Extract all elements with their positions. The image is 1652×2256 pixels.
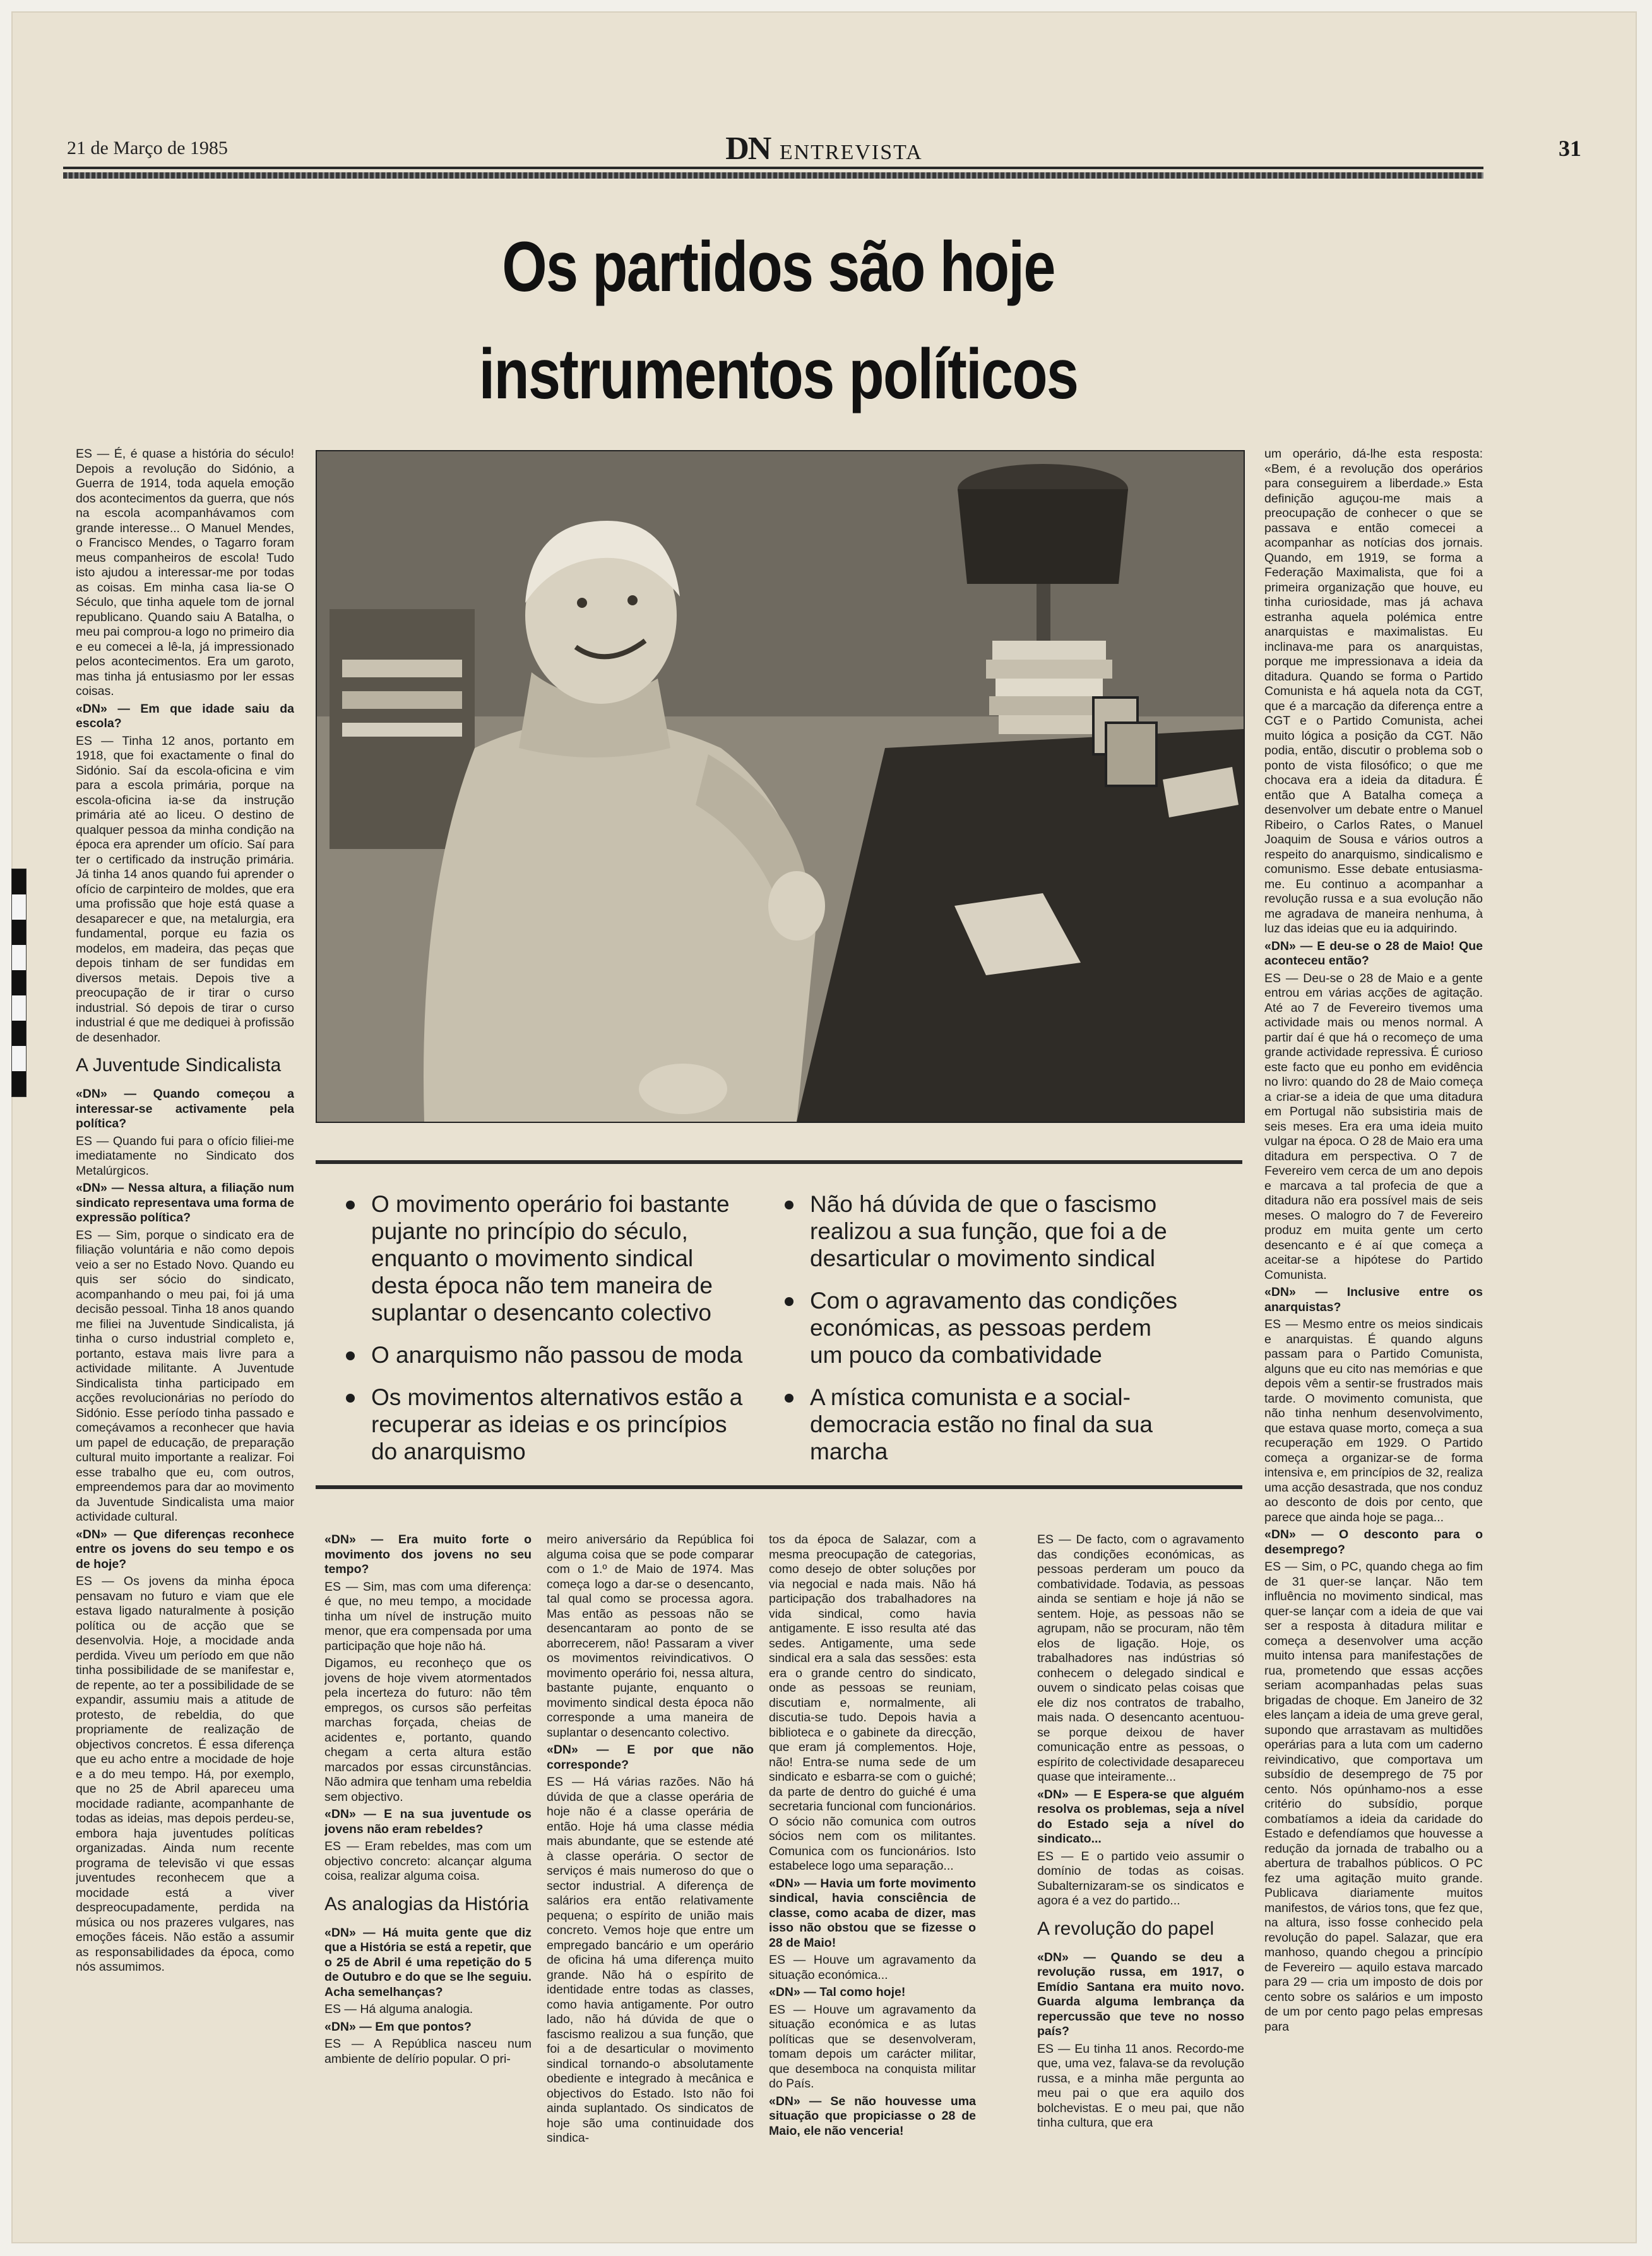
paragraph: ES — É, é quase a história do século! Depois a revolução do Sidónio, a Guerra de 1914, toda aquela emoção dos acontecimentos da guerra, que nós na escola acompanhávamos com grande interesse... O Manuel Mendes, o Francisco Mendes, o Tagarro foram meus companheiros de escola! Tudo isto ajudou a interessar-me por todas as coisas. Em minha casa lia-se O Século, que tinha aquele tom de jornal republicano. Quando saiu A Batalha, o meu pai comprou-a logo no primeiro dia e eu comecei a lê-la, já impressionado pelos acontecimentos. Era um garoto, mas tinha já entusiasmo por ler essas coisas. xyxy=(76,447,294,698)
paragraph: ES — Eram rebeldes, mas com um objectivo concreto: alcançar alguma coisa, realizar alguma coisa. xyxy=(324,1839,532,1883)
paragraph: ES — Quando fui para o ofício filiei-me imediatamente no Sindicato dos Metalúrgicos. xyxy=(76,1134,294,1178)
paragraph: ES — Deu-se o 28 de Maio e a gente entrou em várias acções de agitação. Até ao 7 de Fevereiro tivemos uma actividade mais ou menos normal. A partir daí é que há o recomeço de uma grande actividade repressiva. É curioso este facto que eu ponho em evidência no livro: quando do 28 de Maio começa a criar-se a ideia de que uma ditadura em Portugal não subsistiria mais de seis meses. Era era uma ideia muito vulgar na época. O 28 de Maio era uma ditadura em perspectiva. O 7 de Fevereiro vem cerca de um ano depois e marcava a tal profecia de que a ditadura não era possível mais de seis meses. O malogro do 7 de Fevereiro produz em muita gente um certo desencanto e é aí que começa a aceitar-se a hipótese do Partido Comunista. xyxy=(1264,971,1483,1282)
pullquote xyxy=(346,1341,750,1368)
pullquotes-left xyxy=(346,1190,750,1480)
column-left xyxy=(76,447,294,2164)
paragraph: ES — Há várias razões. Não há dúvida de que a classe operária de hoje não é a classe operária de então. Hoje há uma classe média mais abundante, que se estende até à classe operária. O sector de serviços é mais numeroso do que o sector industrial. A diferença de salários era então relativamente pequena; o espírito de união mais concreto. Vemos hoje que entre um empregado bancário e um operário de oficina há uma diferença muito grande. Não há o espírito de identidade entre todas as classes, como havia antigamente. Por outro lado, não há dúvida de que o fascismo realizou a sua função, que foi a de desarticular o movimento sindical tornando-o absolutamente obediente e integrado à mecânica e objectivos do Estado. Isto não foi ainda suplantado. Os sindicatos de hoje são uma continuidade dos sindica- xyxy=(547,1775,754,2145)
pullquote xyxy=(785,1384,1189,1465)
section-title: ENTREVISTA xyxy=(779,141,923,164)
question: «DN» — Inclusive entre os anarquistas? xyxy=(1264,1285,1483,1314)
paragraph: ES — Há alguma analogia. xyxy=(324,2002,473,2016)
paragraph: meiro aniversário da República foi alguma coisa que se pode comparar com o 1.º de Maio de 1974. Mas começa logo a dar-se o desencanto, tal qual como se processa agora. Mas então as pessoas não se desencantaram ao ponto de se aborrecerem, não! Passaram a viver os movimentos reivindicativos. O movimento operário foi, nessa altura, bastante pujante, enquanto o movimento sindical desta época não corresponde a uma maneira de suplantar o desencanto colectivo. xyxy=(547,1533,754,1740)
question: «DN» — Se não houvesse uma situação que propiciasse o 28 de Maio, ele não venceria! xyxy=(769,2094,976,2138)
column-bottom-4 xyxy=(1037,1533,1244,2164)
paragraph: ES — E o partido veio assumir o domínio de todas as coisas. Subalternizaram-se os sindicatos e agora é a vez do partido... xyxy=(1037,1849,1244,1908)
column-bottom-1 xyxy=(324,1533,532,2164)
bullet-icon xyxy=(346,1394,355,1403)
bullet-icon xyxy=(346,1351,355,1360)
scale-ruler xyxy=(11,869,27,1097)
paragraph: ES — Eu tinha 11 anos. Recordo-me que, uma vez, falava-se da revolução russa, e a minha mãe pergunta ao meu pai o que era aquilo dos bolchevistas. E o meu pai, que não tinha cultura, que era xyxy=(1037,2041,1244,2130)
question: «DN» — Em que idade saiu da escola? xyxy=(76,701,294,730)
question: «DN» — Quando começou a interessar-se activamente pela política? xyxy=(76,1087,294,1131)
column-right xyxy=(1264,447,1483,2164)
bullet-icon xyxy=(785,1394,793,1403)
paragraph: ES — A República nasceu num ambiente de delírio popular. O pri- xyxy=(324,2037,532,2066)
subhead-juventude: A Juventude Sindicalista xyxy=(76,1055,282,1076)
paragraph: ES — De facto, com o agravamento das condições económicas, as pessoas perderam um pouco da combatividade. Todavia, as pessoas ainda se sentiam e hoje já não se sentem. Hoje, as pessoas não se agrupam, não se procuram, não têm elos de ligação. Hoje, os trabalhadores nas indústrias só conhecem o delegado sindical e ouvem o sindicato pelas coisas que ele diz nos contratos de trabalho, mais nada. O desencanto acentuou-se porque deixou de haver comunicação entre as pessoas, o espírito de colectividade desapareceu quase que inteiramente... xyxy=(1037,1533,1244,1784)
pullquote xyxy=(785,1287,1189,1368)
header-hatched-rule xyxy=(63,172,1483,179)
paragraph: Digamos, eu reconheço que os jovens de hoje vivem atormentados pela incerteza do futuro: não têm empregos, os cursos são perfeitas marchas forçada, cheias de acidentes e, portanto, quando chegam a certa altura estão marcados por essas circunstâncias. Não admira que tenham uma rebeldia sem objectivo. xyxy=(324,1656,532,1804)
question: «DN» — Havia um forte movimento sindical, havia consciência de classe, como acaba de dizer, mas isso não obstou que se fizesse o 28 de Maio! xyxy=(769,1876,976,1950)
paragraph: um operário, dá-lhe esta resposta: «Bem, é a revolução dos operários para conseguirem a liberdade.» Esta definição aguçou-me mais a preocupação de conhecer o que se passava e então comecei a acompanhar as notícias dos jornais. Quando, em 1919, se forma a Federação Maximalista, que foi a primeira organização que houve, eu tinha curiosidade, mas já achava estranha aquela polémica entre anarquistas e maximalistas. Eu inclinava-me para os anarquistas, porque me impressionava a ideia da ditadura. Quando se forma o Partido Comunista e há aquela nota da CGT, que é a marcação da diferença entre a CGT e o Partido Comunista, achei muito lógica a posição da CGT. Não podia, então, discutir o problema sob o ponto de vista filosófico; o que me chocava era a ideia da ditadura. É então que A Batalha começa a desenvolver um debate entre o Manuel Ribeiro, o Carlos Rates, o Manuel Joaquim de Sousa e vários outros a respeito do anarquismo, sindicalismo e comunismo. Esse debate entusiasma-me. Eu continuo a acompanhar a revolução russa e a sua evolução não me agradava de maneira nenhuma, à luz das ideias que eu ia adquirindo. xyxy=(1264,447,1483,935)
paragraph: ES — Sim, porque o sindicato era de filiação voluntária e não como depois veio a ser no Estado Novo. Quando eu quis ser sócio do sindicato, acompanhando o meu pai, foi já uma decisão pessoal. Tinha 18 anos quando me filiei na Juventude Sindicalista, já tinha o curso industrial completo e, portanto, estava mais livre para a actividade militante. A Juventude Sindicalista tinha participado em acções revolucionárias no período do Sidónio. Esse período tinha passado e começávamos a reconhecer que havia um papel de educação, de preparação cultural muito importante a realizar. Foi esse trabalho que eu, com outros, empreendemos para dar ao movimento da Juventude Sindicalista uma maior actividade cultural. xyxy=(76,1228,294,1524)
paragraph: ES — Houve um agravamento da situação económica... xyxy=(769,1953,976,1982)
pullquote-text: O anarquismo não passou de moda xyxy=(371,1342,743,1368)
paragraph: ES — Houve um agravamento da situação económica e as lutas políticas que se desenvolveram, tomam depois um carácter militar, que desemboca na conquista militar do País. xyxy=(769,2002,976,2091)
question: «DN» — Era muito forte o movimento dos jovens no seu tempo? xyxy=(324,1533,532,1576)
pullquote-text: O movimento operário foi bastante pujante no princípio do século, enquanto o movimento sindical desta época não tem maneira de suplantar o desencanto colectivo xyxy=(371,1191,730,1326)
page-number: 31 xyxy=(1559,136,1581,161)
question: «DN» — Tal como hoje! xyxy=(769,1985,906,1999)
question: «DN» — Em que pontos? xyxy=(324,2019,472,2034)
question: «DN» — Que diferenças reconhece entre os jovens do seu tempo e os de hoje? xyxy=(76,1527,294,1571)
question: «DN» — E deu-se o 28 de Maio! Que aconteceu então? xyxy=(1264,939,1483,968)
subhead-analogias: As analogias da História xyxy=(324,1893,529,1915)
question: «DN» — Há muita gente que diz que a História se está a repetir, que o 25 de Abril é uma repetição do 5 de Outubro e do que se lhe seguiu. Acha semelhanças? xyxy=(324,1925,532,1999)
column-bottom-2 xyxy=(547,1533,754,2164)
interview-photo xyxy=(316,450,1245,1123)
question: «DN» — E por que não corresponde? xyxy=(547,1743,754,1772)
paragraph: ES — Sim, o PC, quando chega ao fim de 31 quer-se lançar. Não tem influência no movimento sindical, mas quer-se lançar com a ideia de que vai ser a resposta à ditadura militar e começa a desenvolver uma acção muito intensa para manifestações de rua, prometendo que essas acções seriam acompanhadas pelas suas brigadas de choque. Em Janeiro de 32 eles lançam a ideia de uma greve geral, supondo que arrastavam as multidões operárias para a luta com um caderno reivindicativo, que comportava um subsídio de desemprego de 75 por cento. Nós opúnhamo-nos a esse critério do subsídio, porque combatíamos a ideia da caridade do Estado e defendíamos que houvesse a redução da jornada de trabalho ou a abertura de trabalhos públicos. O PC fez uma agitação muito grande. Publicava diariamente muitos manifestos, de vários tons, que fez que, na altura, isso fosse conhecido pela revolução do papel. Salazar, que era manhoso, quando chegou a princípio de Fevereiro — aquilo estava marcado para 29 — cria um imposto de dois por cento sobre os salários e um imposto de um por cento pago pelas empresas para xyxy=(1264,1560,1483,2034)
column-bottom-3 xyxy=(769,1533,976,2164)
pullquote xyxy=(785,1190,1189,1272)
paragraph: ES — Sim, mas com uma diferença: é que, no meu tempo, a mocidade tinha um nível de instrução muito menor, que era compensada por uma participação que hoje não há. xyxy=(324,1579,532,1653)
bullet-icon xyxy=(785,1297,793,1306)
pullquote xyxy=(346,1384,750,1465)
pullquote-rule-bottom xyxy=(316,1485,1242,1489)
pullquote-text: Os movimentos alternativos estão a recuperar as ideias e os princípios do anarquismo xyxy=(371,1384,743,1464)
masthead xyxy=(11,130,1637,167)
pullquotes-right xyxy=(785,1190,1189,1480)
pullquote-text: Não há dúvida de que o fascismo realizou a sua função, que foi a de desarticular o movimento sindical xyxy=(810,1191,1167,1271)
question: «DN» — Quando se deu a revolução russa, em 1917, o Emídio Santana era muito novo. Guarda alguma lembrança da repercussão que teve no nosso país? xyxy=(1037,1950,1244,2038)
dn-logo: DN xyxy=(725,131,771,167)
newspaper-page xyxy=(11,11,1637,2243)
bullet-icon xyxy=(785,1201,793,1209)
pullquote-rule-top xyxy=(316,1160,1242,1164)
paragraph: ES — Tinha 12 anos, portanto em 1918, que foi exactamente o final do Sidónio. Saí da escola-oficina e vim para a escola primária, porque na escola-oficina ia-se da instrução primária até ao liceu. O destino de qualquer pessoa da minha condição na época era aprender um ofício. Saí para ter o certificado da instrução primária. Já tinha 14 anos quando fui aprender o ofício de carpinteiro de moldes, que era uma profissão que hoje está quase a desaparecer e que, na metalurgia, era fundamental, porque eu fazia os modelos, em madeira, das peças que depois tinham de ser fundidas em diversos metais. Depois tive a preocupação de ir tirar o curso industrial. Só depois de tirar o curso industrial é que me dediquei à profissão de desenhador. xyxy=(76,733,294,1045)
headline-line-2: instrumentos políticos xyxy=(478,335,1078,413)
headline-line-1: Os partidos são hoje xyxy=(502,227,1055,306)
pullquote xyxy=(346,1190,750,1326)
header-date: 21 de Março de 1985 xyxy=(67,138,228,158)
paragraph: ES — Mesmo entre os meios sindicais e anarquistas. É quando alguns passam para o Partido Comunista, alguns que eu cito nas memórias e que depois vêm a sentir-se frustrados mais tarde. O movimento comunista, que não tinha nenhum desenvolvimento, que estava quase morto, começa a sua recuperação em 1929. O Partido começa a organizar-se de forma intensiva e, em princípios de 32, realiza uma acção desastrada, que nos conduz ao desconto de dois por cento, que parece que ainda hoje se paga... xyxy=(1264,1317,1483,1524)
bullet-icon xyxy=(346,1201,355,1209)
photo-illustration xyxy=(317,451,1244,1122)
subhead-revolucao: A revolução do papel xyxy=(1037,1918,1215,1939)
question: «DN» — E na sua juventude os jovens não eram rebeldes? xyxy=(324,1807,532,1836)
paragraph: ES — Os jovens da minha época pensavam no futuro e viam que ele estava ligado naturalmente à posição política ou de acção que se desenvolvia. Hoje, a mocidade anda perdida. Viveu um período em que não tinha possibilidade de se manifestar e, de repente, ao ter a possibilidade de se expandir, assumiu mais a atitude de protesto, de rebeldia, do que propriamente de realização de objectivos concretos. É essa diferença que eu acho entre a mocidade de hoje e a do meu tempo. Há, por exemplo, que no 25 de Abril apareceu uma mocidade radiante, acompanhante de todas as ideias, mas depois perdeu-se, embora haja juventudes políticas organizadas. Ainda num recente programa de televisão vi que essas juventudes reconhecem que a mocidade está a viver despreocupadamente, perdida na música ou nos prazeres vulgares, nas emoções fáceis. Não estão a assumir as responsabilidades da época, como nós assumimos. xyxy=(76,1574,294,1974)
question: «DN» — Nessa altura, a filiação num sindicato representava uma forma de expressão política? xyxy=(76,1181,294,1225)
question: «DN» — O desconto para o desemprego? xyxy=(1264,1528,1483,1557)
question: «DN» — E Espera-se que alguém resolva os problemas, seja a nível do Estado seja a nível do sindicato... xyxy=(1037,1787,1244,1846)
pullquote-text: A mística comunista e a social-democracia estão no final da sua marcha xyxy=(810,1384,1153,1464)
paragraph: tos da época de Salazar, com a mesma preocupação de categorias, como desejo de obter soluções por via negocial e nada mais. Não há participação dos trabalhadores na vida sindical, como havia antigamente. E isso resulta até das sedes. Antigamente, uma sede sindical era a sala das sessões: esta era o grande centro do sindicato, onde as pessoas se reuniam, discutiam e, normalmente, ali discutia-se tudo. Depois havia a biblioteca e o gabinete da direcção, que eram já complementos. Hoje, não! Entra-se numa sede de um sindicato e esbarra-se com o guiché; da parte de dentro do guiché é uma secretaria funcional com funcionários. O sócio não comunica com outros sócios nem com os militantes. Comunica com os funcionários. Isto estabelece logo uma separação... xyxy=(769,1533,976,1873)
header-rule xyxy=(63,167,1483,169)
pullquote-text: Com o agravamento das condições económicas, as pessoas perdem um pouco da combatividade xyxy=(810,1288,1178,1368)
